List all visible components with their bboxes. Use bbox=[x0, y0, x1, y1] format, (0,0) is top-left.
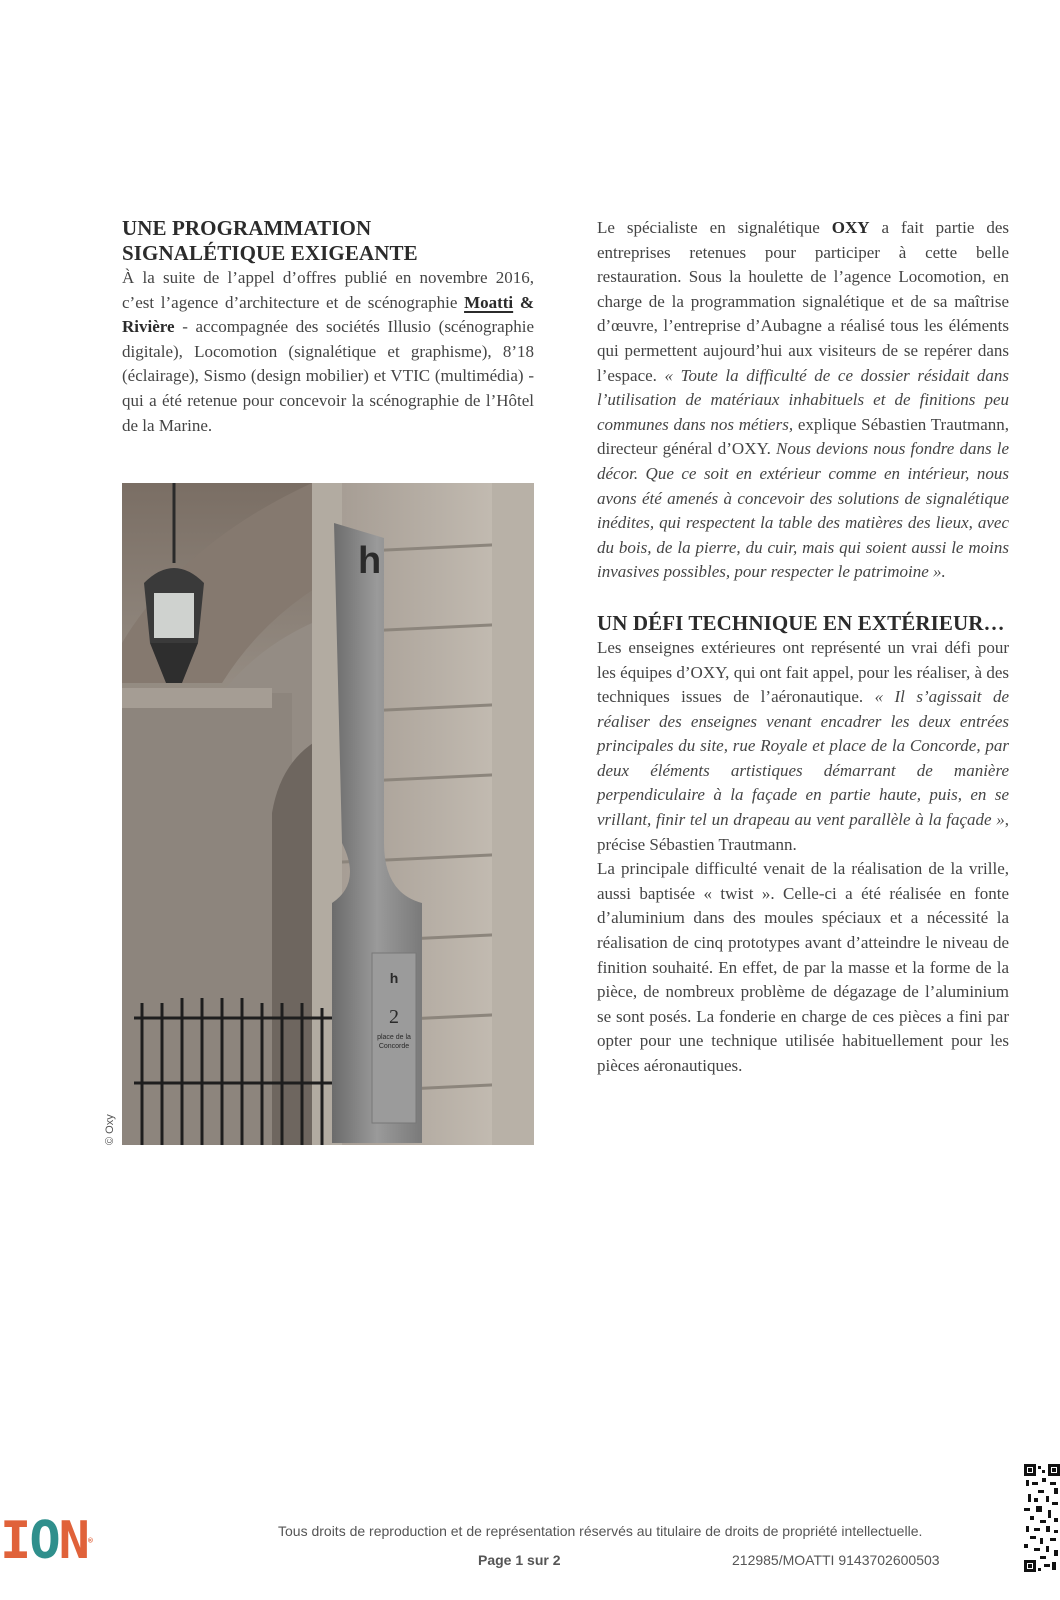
brand-oxy: OXY bbox=[831, 218, 870, 237]
defi-text-a: Les enseignes extérieures ont représenté un vrai défi pour les équipes d’OXY, qui ont fait appel, pour les réaliser, à des techniques issues de l’aéronautique. bbox=[597, 637, 1009, 707]
logo-letter-o: O bbox=[29, 1511, 59, 1571]
logo-letter-i: I bbox=[0, 1511, 30, 1571]
oxy-text-a: Le spécialiste en signalétique bbox=[597, 218, 832, 237]
sign-line-3: Concorde bbox=[378, 1043, 410, 1050]
photo-illustration bbox=[122, 483, 534, 1145]
svg-text:h: h bbox=[389, 970, 399, 986]
defi-text-b: , précise Sébastien Trautmann. bbox=[597, 810, 1009, 854]
defi-quote: « Il s’agissait de réaliser des enseignes venant encadrer les deux entrées principales du site, rue Royale et place de la Concorde, par deux éléments artistiques démarrant de manière perpendiculaire à la façade en partie haute, puis, en se vrillant, finir tel un drapeau au vent parallèle à la façade » bbox=[597, 687, 1009, 830]
oxy-text-b: a fait partie des entreprises retenues pour participer à cette belle restauration. Sous la houlette de l’agence Locomotion, en charge de la programmation signalétique et de sa maîtrise d’œuvre, l’entreprise d’Aubagne a réalisé tous les éléments qui permettent aujourd’hui aux visiteurs de se repérer dans l’espace. bbox=[597, 218, 1009, 385]
brand-moatti: Moatti bbox=[464, 292, 514, 312]
footer-reference: 212985/MOATTI 9143702600503 bbox=[732, 1552, 940, 1568]
oxy-quote-1: « Toute la difficulté de ce dossier résidait dans l’utilisation de matériaux inhabituels et de finitions peu communes dans nos métiers, bbox=[597, 365, 1009, 434]
heading-line-2: SIGNALÉTIQUE EXIGEANTE bbox=[122, 241, 418, 265]
defi-paragraph-1 bbox=[597, 636, 1009, 857]
logo-letter-n: N bbox=[58, 1511, 88, 1571]
defi-paragraph-2: La principale difficulté venait de la réalisation de la vrille, aussi baptisée « twist ». Celle-ci a été réalisée en fonte d’aluminium dans des moules spéciaux et a nécessité la réalisation de cinq prototypes avant d’atteindre le niveau de finition souhaité. En effet, de par la masse et la forme de la pièce, de nombreux problème de dégazage de l’aluminium se sont posés. La fonderie en charge de ces pièces a fini par opter pour une technique utilisée habituellement pour les pièces aéronautiques. bbox=[597, 859, 1009, 1075]
footer-logo bbox=[0, 1511, 91, 1571]
heading-line-1: UNE PROGRAMMATION bbox=[122, 216, 372, 240]
brand-riviere: Rivière bbox=[122, 317, 175, 337]
footer-page-number: Page 1 sur 2 bbox=[478, 1552, 561, 1568]
qr-code-icon bbox=[1024, 1464, 1060, 1572]
oxy-paragraph bbox=[597, 216, 1009, 585]
intro-paragraph bbox=[122, 266, 534, 438]
footer-rights-notice: Tous droits de reproduction et de représentation réservés au titulaire de droits de propriété intellectuelle. bbox=[278, 1523, 923, 1539]
intro-text-a: À la suite de l’appel d’offres publié en novembre 2016, c’est l’agence d’architecture et de scénographie bbox=[122, 268, 534, 312]
left-column bbox=[122, 216, 534, 438]
sign-line-2: place de la bbox=[377, 1034, 411, 1041]
svg-text:h: h bbox=[358, 540, 382, 582]
signage-photo bbox=[122, 483, 534, 1145]
oxy-quote-2: Nous devions nous fondre dans le décor. Que ce soit en extérieur comme en intérieur, nous avons été amenés à concevoir des solutions de signalétique inédites, qui respectent la table des matières des lieux, avec du bois, de la pierre, du cuir, mais qui soient aussi le moins invasives possibles, pour respecter le patrimoine ». bbox=[597, 439, 1009, 582]
logo-registered-mark: ® bbox=[87, 1536, 91, 1545]
intro-text-b: - accompagnée des sociétés Illusio (scénographie digitale), Locomotion (signalétique et graphisme), 8’18 (éclairage), Sismo (design mobilier) et VTIC (multimédia) - qui a été retenue pour concevoir la scénographie de l’Hôtel de la Marine. bbox=[122, 317, 534, 435]
sign-number: 2 bbox=[389, 1006, 399, 1028]
brand-amp: & bbox=[513, 292, 534, 312]
section-heading-programmation bbox=[122, 216, 534, 266]
oxy-text-c: explique Sébastien Trautmann, directeur général d’OXY. bbox=[597, 414, 1009, 459]
section-heading-defi: UN DÉFI TECHNIQUE EN EXTÉRIEUR… bbox=[597, 610, 1005, 635]
right-column bbox=[597, 216, 1009, 1079]
photo-credit: © Oxy bbox=[104, 1114, 116, 1145]
